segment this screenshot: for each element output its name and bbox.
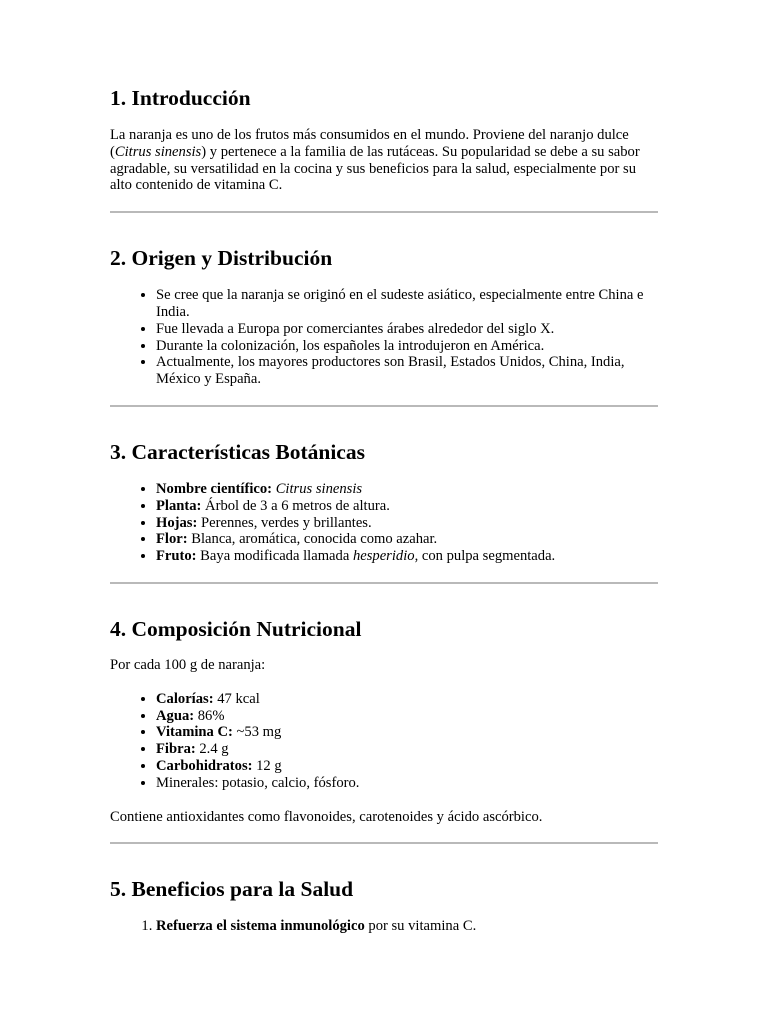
item-text: Blanca, aromática, conocida como azahar. xyxy=(187,531,438,548)
section-divider xyxy=(110,582,658,584)
list-item xyxy=(156,691,658,708)
benefits-list xyxy=(110,918,658,935)
item-label: Calorías: xyxy=(156,690,214,707)
section-heading-botanicas: 3. Características Botánicas xyxy=(110,439,365,464)
list-item xyxy=(156,481,658,498)
item-text: 86% xyxy=(194,707,225,724)
list-item xyxy=(156,498,658,515)
list-item xyxy=(156,515,658,532)
section-heading-beneficios: 5. Beneficios para la Salud xyxy=(110,877,354,902)
section-heading-introduccion: 1. Introducción xyxy=(110,86,251,110)
intro-scientific-name: Citrus sinensis xyxy=(114,143,202,160)
item-italic: hesperidio xyxy=(352,548,415,565)
item-label: Carbohidratos: xyxy=(156,757,253,774)
nutrition-list xyxy=(110,691,658,792)
list-item: • Fue llevada a Europa por comerciantes árabes alrededor del siglo X. xyxy=(156,321,658,338)
list-item xyxy=(156,531,658,548)
section-divider xyxy=(110,842,658,844)
item-text: Minerales: potasio, calcio, fósforo. xyxy=(156,774,360,791)
section-divider xyxy=(110,405,658,407)
list-item: • Se cree que la naranja se originó en el sudeste asiático, especialmente entre China e India. xyxy=(156,287,658,321)
list-item xyxy=(156,708,658,725)
item-text: Árbol de 3 a 6 metros de altura. xyxy=(201,497,390,514)
item-label: Nombre científico: xyxy=(156,480,273,497)
nutrition-intro: Por cada 100 g de naranja: xyxy=(110,656,266,673)
item-label: Agua: xyxy=(156,707,195,724)
item-text: Perennes, verdes y brillantes. xyxy=(197,514,372,531)
list-item xyxy=(156,775,658,792)
item-label: Fruto: xyxy=(156,548,197,565)
item-text: 2.4 g xyxy=(195,741,229,758)
item-text: Baya modificada llamada xyxy=(196,548,353,565)
botany-list xyxy=(110,481,658,565)
nutrition-outro: Contiene antioxidantes como flavonoides, carotenoides y ácido ascórbico. xyxy=(110,808,543,825)
item-label: Refuerza el sistema inmunológico xyxy=(156,918,365,935)
intro-text-b: ) y pertenece a la familia de las rutáceas. Su popularidad se debe a su sabor agradable, su versatilidad en la cocina y sus beneficios para la salud, especialmente por su alto contenido de vitamina C. xyxy=(110,143,640,194)
item-label: Fibra: xyxy=(156,741,196,758)
item-text: ~53 mg xyxy=(232,724,282,741)
item-after: , con pulpa segmentada. xyxy=(414,548,556,565)
list-item: • Actualmente, los mayores productores son Brasil, Estados Unidos, China, India, México y España. xyxy=(156,354,658,388)
list-item xyxy=(156,724,658,741)
origin-list xyxy=(110,287,658,388)
list-item: • Durante la colonización, los españoles la introdujeron en América. xyxy=(156,338,658,355)
item-label: Vitamina C: xyxy=(156,724,233,741)
list-item xyxy=(156,741,658,758)
item-text: 12 g xyxy=(252,757,282,774)
item-text: 47 kcal xyxy=(213,690,260,707)
item-label: Planta: xyxy=(156,497,202,514)
section-heading-composicion: 4. Composición Nutricional xyxy=(110,616,362,641)
list-item xyxy=(156,918,658,935)
item-label: Hojas: xyxy=(156,514,198,531)
list-item xyxy=(156,548,658,565)
item-label: Flor: xyxy=(156,531,188,548)
intro-text-a: La naranja es uno de los frutos más consumidos en el mundo. Proviene del naranjo dulce ( xyxy=(110,127,629,160)
intro-paragraph xyxy=(110,127,658,194)
list-item xyxy=(156,758,658,775)
section-divider xyxy=(110,211,658,213)
section-heading-origen: 2. Origen y Distribución xyxy=(110,246,333,271)
item-text: por su vitamina C. xyxy=(364,918,477,935)
item-italic: Citrus sinensis xyxy=(275,480,363,497)
